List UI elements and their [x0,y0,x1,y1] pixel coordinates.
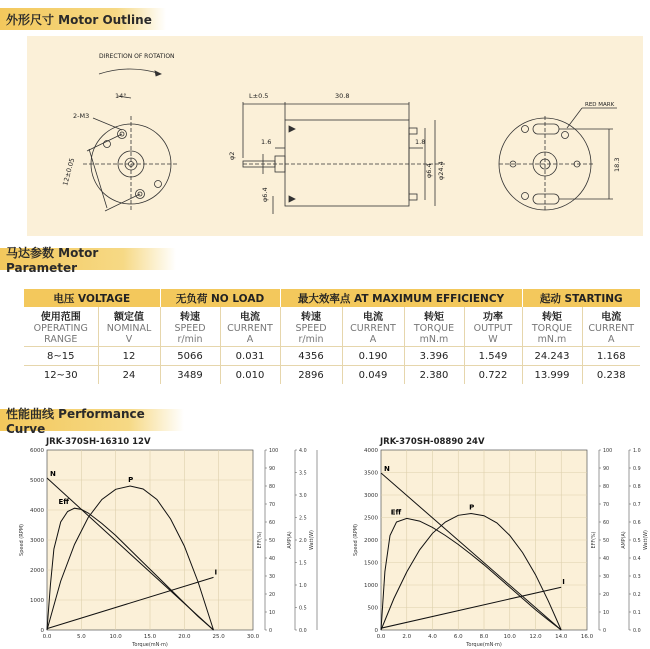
chart-2-label-eff: Eff [390,508,402,517]
chart-1-y-tick-label: 2000 [30,568,44,574]
chart-2-aux-tick-label: 0 [603,629,607,634]
col-unit: r/min [160,334,220,347]
table-cell: 0.010 [220,366,280,385]
col-unit: mN.m [522,334,582,347]
chart-2-aux-tick-label: 20 [603,593,610,598]
col-unit: A [608,334,615,345]
chart-2-aux-tick-label: 90 [603,467,610,472]
chart-1-title: JRK-370SH-16310 12V [46,437,151,447]
chart-1-label-i: I [214,568,218,577]
table-cell: 0.238 [582,366,640,385]
chart-1-aux-tick-label: 2.5 [299,516,307,522]
dim-shaft-length: L±0.5 [249,92,269,100]
chart-2-aux-tick-label: 0.0 [633,629,641,634]
col-en: OPERATING [24,323,98,334]
chart-2-y-tick-label: 2000 [364,538,378,544]
dim-boss-dia: φ6.4 [261,187,269,202]
chart-2-aux-tick-label: 30 [603,575,610,580]
col-en: CURRENT [342,323,404,334]
chart-2-aux-tick-label: 80 [603,485,610,490]
chart-2-label-n: N [384,464,390,473]
dim-terminal-spacing: 18.3 [613,157,621,172]
chart-1-x-tick-label: 5.0 [76,634,86,640]
chart-1-aux-tick-label: 2.0 [299,539,307,544]
table-cell: 4356 [280,347,342,366]
chart-1-y-tick-label: 0 [40,628,44,634]
chart-1-aux-tick-label: 3.5 [299,471,307,477]
group-max-efficiency: 最大效率点 AT MAXIMUM EFFICIENCY [280,289,522,307]
chart-2-aux-tick-label: 0.5 [633,539,641,544]
dim-rear-boss-dia: φ6.4 [425,163,433,178]
dim-body-dia: φ24.4 [437,161,445,180]
chart-2-aux-tick-label: 0.3 [633,575,641,580]
col-cn: 转速 [280,307,342,323]
chart-1-y-tick-label: 4000 [30,508,44,514]
outline-heading-bar [0,8,166,30]
chart-2-aux-tick-label: 100 [603,449,613,454]
table-cell: 2.380 [404,366,464,385]
chart-1-aux-axis-label: Watt(W) [310,530,315,550]
chart-1-aux-tick-label: 1.0 [299,584,307,589]
chart-2-y-tick-label: 1000 [364,583,378,589]
chart-2-x-tick-label: 16.0 [580,634,594,640]
performance-heading: 性能曲线 Performance Curve [6,406,145,436]
col-cn: 额定值 [98,307,160,323]
table-cell: 0.049 [342,366,404,385]
dim-terminal: 1.8 [415,138,426,146]
col-cn: 电流 [342,307,404,323]
chart-1-aux-tick-label: 80 [269,485,276,490]
chart-2-x-tick-label: 10.0 [503,634,516,640]
chart-2-aux-axis-label: AMP(A) [622,531,627,549]
chart-2-aux-tick-label: 0.9 [633,467,641,472]
chart-2-x-axis-label: Torque(mN·m) [466,642,502,648]
chart-2-aux-tick-label: 10 [603,611,610,616]
table-cell: 3.396 [404,347,464,366]
chart-1-aux-tick-label: 90 [269,467,276,472]
table-cell: 3489 [160,366,220,385]
col-en: CURRENT [220,323,280,334]
table-cell: 1.168 [582,347,640,366]
chart-1 [14,444,314,648]
col-unit: RANGE [24,334,98,347]
dim-angle: 14° [115,92,127,100]
chart-2-x-tick-label: 4.0 [428,634,437,640]
col-unit: A [220,334,280,347]
dim-screw-holes: 2-M3 [73,112,90,120]
col-cn: 转矩 [404,307,464,323]
chart-2-y-tick-label: 2500 [364,515,378,522]
dim-shaft-dia: φ2 [228,151,236,160]
chart-2-aux-tick-label: 60 [603,521,610,526]
chart-1-x-tick-label: 30.0 [246,634,260,640]
chart-1-aux-tick-label: 100 [269,449,279,454]
red-mark-label: RED MARK [585,102,615,108]
chart-1-x-axis-label: Torque(mN·m) [132,642,168,648]
chart-1-y-axis-label: Speed (RPM) [19,524,25,556]
chart-2-x-tick-label: 0.0 [376,634,386,640]
chart-1-aux-tick-label: 40 [269,557,276,562]
chart-2-aux-tick-label: 40 [603,557,610,562]
chart-2-y-tick-label: 4000 [364,448,378,454]
chart-2-y-tick-label: 0 [374,628,378,634]
col-en: SPEED [160,323,220,334]
chart-1-label-eff: Eff [58,498,69,507]
table-row [24,347,640,366]
chart-2-aux-tick-label: 50 [603,539,610,544]
table-cell: 5066 [160,347,220,366]
chart-1-aux-tick-label: 1.5 [299,561,307,567]
chart-2-aux-tick-label: 0.4 [633,557,641,562]
chart-2-aux-tick-label: 0.7 [633,503,641,508]
chart-2-aux-tick-label: 0.2 [633,593,641,598]
dim-boss-length: 1.6 [261,138,272,146]
table-cell: 0.722 [464,366,522,385]
col-en: NOMINAL [98,323,160,334]
chart-2-label-p: P [469,503,475,512]
table-cell: 2896 [280,366,342,385]
table-cell: 13.999 [522,366,582,385]
col-cn: 使用范围 [24,307,98,323]
chart-2-aux-tick-label: 0.6 [633,521,641,526]
chart-2 [348,444,649,648]
table-cell: 0.031 [220,347,280,366]
chart-1-aux-tick-label: 10 [269,611,276,616]
chart-2-y-tick-label: 3500 [364,470,378,477]
col-cn: 转矩 [522,307,582,323]
col-unit: mN.m [404,334,464,347]
direction-label: DIRECTION OF ROTATION [99,53,175,60]
group-starting: 起动 STARTING [522,289,640,307]
chart-1-aux-tick-label: 4.0 [299,449,307,454]
col-en: TORQUE [404,323,464,334]
table-cell: 24 [98,366,160,385]
col-cn: 功率 [464,307,522,323]
outline-heading: 外形尺寸 Motor Outline [6,12,152,27]
chart-1-aux-tick-label: 3.0 [299,494,307,499]
dim-body-length: 30.8 [335,92,350,100]
group-no-load: 无负荷 NO LOAD [160,289,280,307]
chart-1-aux-tick-label: 0.5 [299,606,307,612]
chart-2-aux-axis-label: Watt(W) [644,530,649,550]
table-row [24,366,640,385]
table-cell: 12~30 [24,366,98,385]
chart-2-x-tick-label: 14.0 [555,634,568,640]
table-cell: 8~15 [24,347,98,366]
chart-1-aux-tick-label: 70 [269,503,276,508]
chart-2-x-tick-label: 8.0 [479,634,489,640]
chart-2-y-tick-label: 500 [367,605,378,612]
chart-1-label-n: N [50,470,56,479]
chart-2-y-tick-label: 3000 [364,493,378,499]
dim-hole-spacing: 12±0.05 [61,157,77,187]
chart-1-aux-axis-label: EFF(%) [258,531,263,549]
col-en: CURRENT [588,323,635,334]
chart-1-aux-tick-label: 30 [269,575,276,580]
col-en: SPEED [280,323,342,334]
parameter-heading-bar [0,245,176,275]
col-en: TORQUE [522,323,582,334]
col-unit: A [342,334,404,347]
col-unit: W [464,334,522,347]
col-cn: 电流 [601,311,622,323]
table-cell: 24.243 [522,347,582,366]
chart-2-aux-tick-label: 70 [603,503,610,508]
parameter-table [24,289,640,384]
chart-1-aux-tick-label: 60 [269,521,276,526]
chart-1-y-tick-label: 1000 [30,598,44,604]
parameter-heading: 马达参数 Motor Parameter [6,245,99,275]
chart-1-aux-tick-label: 0.0 [299,629,307,634]
chart-1-y-tick-label: 3000 [30,538,44,544]
col-en: OUTPUT [464,323,522,334]
chart-2-y-tick-label: 1500 [364,560,378,567]
table-cell: 1.549 [464,347,522,366]
chart-1-aux-tick-label: 0 [269,629,273,634]
outline-drawing [27,36,643,236]
chart-2-title: JRK-370SH-08890 24V [380,437,485,447]
chart-2-aux-axis-label: EFF(%) [592,531,597,549]
chart-1-x-tick-label: 25.0 [212,634,225,640]
performance-heading-bar [0,406,184,436]
chart-2-aux-tick-label: 0.1 [633,611,641,616]
chart-1-x-tick-label: 10.0 [109,634,122,640]
outline-panel [27,36,643,236]
chart-2-x-tick-label: 12.0 [529,634,542,640]
table-cell: 0.190 [342,347,404,366]
col-unit: r/min [280,334,342,347]
chart-1-label-p: P [128,476,134,484]
chart-1-y-tick-label: 6000 [30,448,44,454]
chart-2-label-i: I [562,578,565,587]
chart-2-aux-tick-label: 1.0 [633,449,641,454]
chart-1-aux-axis-label: AMP(A) [288,531,293,549]
chart-2-y-axis-label: Speed (RPM) [353,524,359,556]
chart-1-x-tick-label: 15.0 [143,634,157,640]
chart-1-y-tick-label: 5000 [30,478,44,484]
chart-1-x-tick-label: 0.0 [42,634,52,640]
chart-1-aux-tick-label: 50 [269,539,276,544]
chart-1-x-tick-label: 20.0 [178,634,191,640]
chart-2-aux-tick-label: 0.8 [633,485,641,490]
col-cn: 转速 [160,307,220,323]
group-voltage: 电压 VOLTAGE [24,289,160,307]
chart-2-x-tick-label: 6.0 [453,634,463,640]
col-unit: V [98,334,160,347]
table-cell: 12 [98,347,160,366]
col-cn: 电流 [220,307,280,323]
chart-2-x-tick-label: 2.0 [402,634,412,640]
chart-1-aux-tick-label: 20 [269,593,276,598]
